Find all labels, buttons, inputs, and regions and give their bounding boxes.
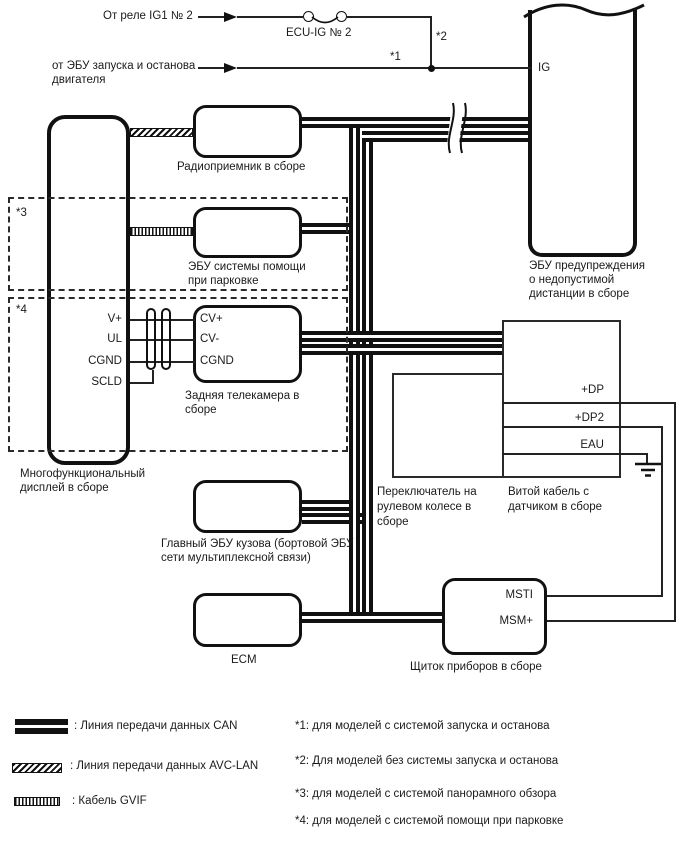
relay-wire [198, 16, 224, 18]
relay-wire-2 [237, 16, 303, 18]
camera-label-line1: Задняя телекамера в [185, 390, 300, 402]
legend-gvif-label: : Кабель GVIF [72, 795, 147, 807]
option-box-panoramic [8, 197, 348, 291]
msm-wire [547, 620, 676, 622]
dp2-wire-vertical [661, 426, 663, 597]
footnote-4: *4: для моделей с системой помощи при парковке [295, 815, 564, 827]
spiral-label-line2: датчиком в сборе [508, 501, 603, 513]
body-ecu-box [193, 480, 302, 533]
legend-avc-icon [12, 763, 62, 773]
line-break-icon [440, 103, 468, 153]
dp-wire-vertical [674, 402, 676, 622]
fuse-out-wire [347, 16, 432, 18]
marker-2: *2 [436, 31, 447, 43]
display-label-line1: Многофункциональный [20, 468, 146, 480]
fuse-label: ECU-IG № 2 [286, 27, 352, 39]
dp2-wire [502, 426, 663, 428]
startstop-label-line1: от ЭБУ запуска и останова [52, 60, 196, 72]
display-label-line2: дисплей в сборе [20, 482, 109, 494]
relay-label: От реле IG1 № 2 [103, 10, 193, 22]
dp-wire [502, 402, 676, 404]
camera-pin-cvplus: CV+ [200, 313, 223, 325]
ecm-box [193, 593, 302, 647]
ig-branch-vertical-wire [430, 16, 432, 69]
ig-main-wire [237, 67, 531, 69]
steering-label-line2: рулевом колесе в [377, 501, 472, 513]
arrow-icon [224, 63, 237, 73]
ig-pin-label: IG [538, 62, 551, 74]
camera-pin-cvminus: CV- [200, 333, 220, 345]
startstop-label-line2: двигателя [52, 74, 106, 86]
spiral-label-line1: Витой кабель с [508, 486, 590, 498]
ecm-label: ECM [231, 654, 257, 666]
radio-label: Радиоприемник в сборе [177, 161, 306, 173]
junction-dot [428, 65, 435, 72]
steering-label-line3: сборе [377, 516, 409, 528]
marker-4: *4 [16, 304, 27, 316]
display-pin-scld: SCLD [91, 376, 122, 388]
cluster-label: Щиток приборов в сборе [410, 661, 542, 673]
legend-can-icon [15, 719, 68, 734]
legend-can-label: : Линия передачи данных CAN [74, 720, 238, 732]
parking-label-line1: ЭБУ системы помощи [188, 261, 306, 273]
display-pin-vplus: V+ [107, 313, 122, 325]
legend-gvif-icon [14, 797, 60, 806]
display-pin-cgnd: CGND [88, 355, 122, 367]
distance-ecu-box [528, 10, 637, 257]
avc-lan-wire [130, 128, 193, 137]
steering-switch-box [392, 373, 504, 478]
spiral-pin-dp: +DP [581, 384, 604, 396]
can-line-radio-to-distance-ecu [300, 117, 531, 128]
eau-wire [502, 453, 648, 455]
spiral-pin-dp2: +DP2 [574, 412, 604, 424]
wavy-break-icon [518, 0, 648, 24]
spiral-pin-eau: EAU [580, 439, 604, 451]
startstop-wire [198, 67, 224, 69]
marker-1: *1 [390, 51, 401, 63]
can-line-ecm-to-cluster [302, 612, 442, 623]
radio-box [193, 105, 302, 158]
body-ecu-label-line1: Главный ЭБУ кузова (бортовой ЭБУ [161, 538, 354, 550]
distance-ecu-label-line1: ЭБУ предупреждения [529, 260, 645, 272]
footnote-3: *3: для моделей с системой панорамного обзора [295, 788, 557, 800]
ground-icon [634, 462, 662, 480]
parking-label-line2: при парковке [188, 275, 259, 287]
cluster-pin-msti: MSTI [505, 589, 533, 601]
legend-avc-label: : Линия передачи данных AVC-LAN [70, 760, 259, 772]
footnote-1: *1: для моделей с системой запуска и останова [295, 720, 550, 732]
cluster-pin-msm: MSM+ [499, 615, 533, 627]
marker-3: *3 [16, 207, 27, 219]
arrow-icon [224, 12, 237, 22]
camera-label-line2: сборе [185, 404, 217, 416]
footnote-2: *2: Для моделей без системы запуска и останова [295, 755, 559, 767]
distance-ecu-label-line2: о недопустимой [529, 274, 615, 286]
msti-wire [547, 595, 663, 597]
steering-label-line1: Переключатель на [377, 486, 477, 498]
display-pin-ul: UL [107, 333, 122, 345]
distance-ecu-label-line3: дистанции в сборе [529, 288, 630, 300]
can-trunk-right [362, 131, 373, 623]
body-ecu-label-line2: сети мультиплексной связи) [161, 552, 311, 564]
camera-pin-cgnd: CGND [200, 355, 234, 367]
